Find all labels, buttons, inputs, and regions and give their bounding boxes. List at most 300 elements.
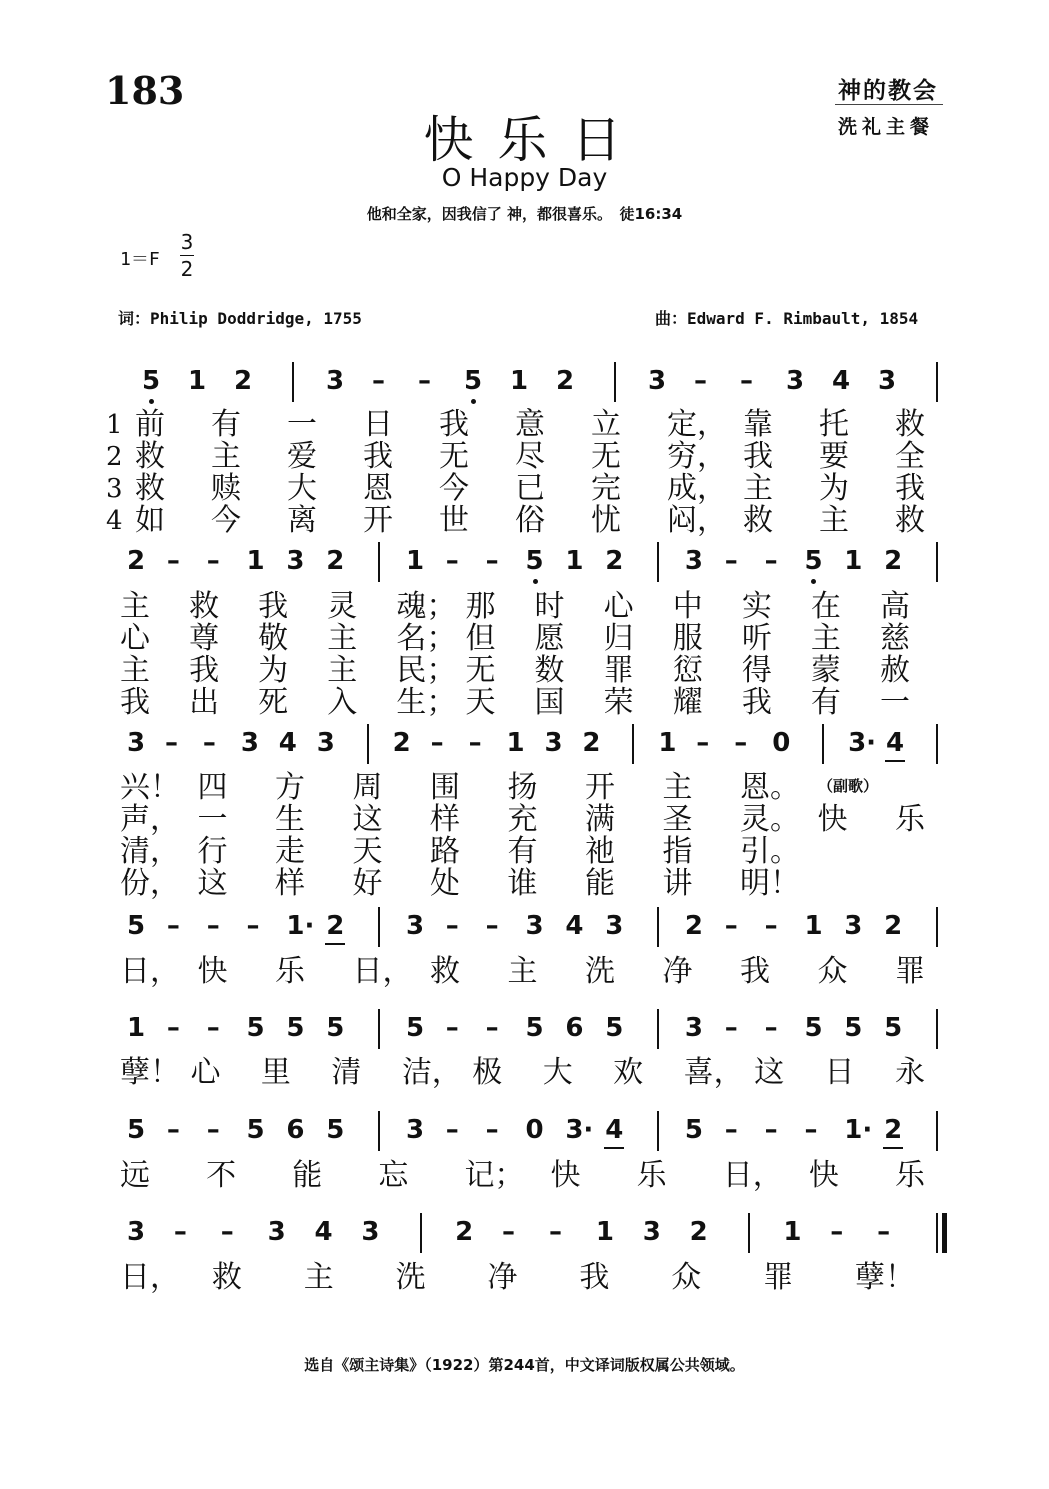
lyric-syllable: 日， <box>120 1260 180 1295</box>
lyric-syllable: 净 <box>487 1260 518 1295</box>
lyric-syllable: 里 <box>260 1055 291 1090</box>
note: 4 <box>565 911 584 941</box>
barline <box>936 542 938 582</box>
lyric-syllable: 完 <box>591 471 621 506</box>
time-signature-top: 3 <box>180 230 194 254</box>
lyric-syllable: 行 <box>197 834 228 869</box>
note: 3 <box>267 1217 286 1247</box>
lyric-syllable: 极 <box>472 1055 503 1090</box>
lyric-syllable: 灵 <box>327 589 358 624</box>
lyric-syllable: 围 <box>430 770 460 805</box>
note: 3 <box>405 1115 425 1145</box>
lyric-syllable: 心 <box>190 1055 221 1090</box>
note: 5 <box>326 1013 345 1043</box>
lyric-syllable: 日 <box>363 407 393 442</box>
note: 5 <box>804 1013 823 1043</box>
dash-note: – <box>166 1115 180 1145</box>
note: 4 <box>605 1115 624 1145</box>
time-signature-bottom: 2 <box>180 257 194 281</box>
barline <box>822 724 824 764</box>
lyric-syllable: 离 <box>287 503 317 538</box>
barline <box>936 362 938 402</box>
lyric-syllable: 赦 <box>880 653 910 688</box>
lyric-syllable: 托 <box>819 407 849 442</box>
note: 5 <box>804 546 823 576</box>
lyric-syllable: 为 <box>819 471 849 506</box>
lyric-syllable: 我 <box>740 954 770 989</box>
lyric-syllable: 我 <box>895 471 925 506</box>
dash-note: – <box>173 1217 187 1247</box>
lyric-syllable: 清， <box>120 834 180 869</box>
lyric-syllable: 恩。 <box>740 770 800 805</box>
note: 4 <box>832 366 851 396</box>
lyric-syllable: 大 <box>287 471 317 506</box>
lyric-syllable: 但 <box>465 621 496 656</box>
note: 1 <box>783 1217 802 1247</box>
eighth-underline <box>604 1147 624 1149</box>
barline <box>378 1111 380 1151</box>
dash-note: – <box>166 546 180 576</box>
note: 1 <box>844 546 863 576</box>
barline <box>936 1111 938 1151</box>
lyric-syllable: 能 <box>585 866 615 901</box>
barline <box>632 724 634 764</box>
note: 5 <box>684 1115 703 1145</box>
note: 3 <box>684 546 703 576</box>
barline <box>378 542 380 582</box>
lyric-syllable: 闷， <box>667 503 727 538</box>
lyric-syllable: 清 <box>331 1055 362 1090</box>
lyric-syllable: 死 <box>258 685 289 720</box>
note: 3 <box>361 1217 380 1247</box>
lyric-syllable: 爱 <box>287 439 317 474</box>
dash-note: – <box>418 366 431 396</box>
note: 2 <box>884 911 903 941</box>
lyric-syllable: 入 <box>327 685 358 720</box>
lyric-syllable: 尽 <box>515 439 545 474</box>
lyric-syllable: 那 <box>465 589 496 624</box>
barline <box>367 724 369 764</box>
lyric-syllable: 救 <box>189 589 220 624</box>
dash-note: – <box>734 728 748 758</box>
lyric-syllable: 恩 <box>363 471 393 506</box>
note: 3 <box>786 366 805 396</box>
dash-note: – <box>468 728 482 758</box>
dash-note: – <box>445 546 459 576</box>
lyric-syllable: 穷， <box>667 439 727 474</box>
lyric-syllable: 明！ <box>740 866 800 901</box>
lyric-syllable: 好 <box>352 866 383 901</box>
lyric-syllable: 主 <box>819 503 849 538</box>
hymn-number: 183 <box>105 68 185 113</box>
lyric-syllable: 赎 <box>211 471 241 506</box>
note: 3 <box>605 911 624 941</box>
note: 4 <box>886 728 905 758</box>
lyric-syllable: 主 <box>303 1260 334 1295</box>
lyric-syllable: 这 <box>352 802 383 837</box>
dash-note: – <box>548 1217 562 1247</box>
lyric-syllable: 洗 <box>395 1260 426 1295</box>
lyric-syllable: 忘 <box>378 1158 409 1193</box>
lyric-syllable: 民； <box>396 653 457 688</box>
barline <box>936 907 938 947</box>
dash-note: – <box>202 728 216 758</box>
lyric-syllable: 我 <box>743 439 773 474</box>
lyric-syllable: 样 <box>275 866 305 901</box>
dash-note: – <box>206 1013 220 1043</box>
lyric-syllable: 耀 <box>672 685 703 720</box>
lyric-syllable: 全 <box>895 439 925 474</box>
lyric-syllable: 罪 <box>603 653 634 688</box>
note: 1 <box>188 366 207 396</box>
lyric-syllable: 主 <box>120 589 150 624</box>
lyric-syllable: 走 <box>275 834 305 869</box>
dash-note: – <box>724 1013 738 1043</box>
eighth-underline <box>883 1147 903 1149</box>
lyric-syllable: 意 <box>515 407 545 442</box>
dash-note: – <box>724 546 738 576</box>
lyric-syllable: 前 <box>135 407 165 442</box>
lyric-syllable: 主 <box>507 954 538 989</box>
hymn-title: 快乐日 <box>423 111 646 169</box>
lyric-syllable: 我 <box>189 653 220 688</box>
lyric-syllable: 满 <box>585 802 615 837</box>
barline <box>657 1111 659 1151</box>
note: 1 <box>506 728 525 758</box>
note: 3 <box>127 1217 146 1247</box>
note: 3 <box>316 728 335 758</box>
note: 3 <box>240 728 259 758</box>
dash-note: – <box>206 911 220 941</box>
note: 1 <box>565 546 584 576</box>
lyric-syllable: 救 <box>743 503 773 538</box>
dash-note: – <box>485 911 499 941</box>
lyric-syllable: 方 <box>275 770 305 805</box>
note: 3 <box>405 911 425 941</box>
lyric-syllable: 有 <box>810 685 841 720</box>
note: 2 <box>684 911 703 941</box>
lyric-syllable: 成， <box>667 471 727 506</box>
time-signature-line <box>180 255 194 256</box>
dash-note: – <box>485 1013 499 1043</box>
note: 1 <box>246 546 265 576</box>
dash-note: – <box>764 546 778 576</box>
chorus-label: （副歌） <box>818 777 879 795</box>
lyric-syllable: 讲 <box>662 866 693 901</box>
lyric-syllable: 得 <box>741 653 772 688</box>
lyric-syllable: 世 <box>439 503 469 538</box>
lyric-syllable: 孽！ <box>120 1055 180 1090</box>
lyric-syllable: 今 <box>211 503 241 538</box>
dash-note: – <box>246 911 260 941</box>
hymn-category: 洗礼主餐 <box>838 116 935 138</box>
lyric-syllable: 喜， <box>683 1055 744 1090</box>
lyric-syllable: 我 <box>363 439 393 474</box>
lower-octave-dot <box>149 399 154 404</box>
source-footer: 选自《颂主诗集》（1922）第244首，中文译词版权属公共领域。 <box>304 1356 745 1374</box>
note: 5 <box>127 911 146 941</box>
verse-number: 1 <box>106 410 123 440</box>
lyric-syllable: 服 <box>672 621 703 656</box>
verse-number: 3 <box>106 474 123 504</box>
lyric-syllable: 慈 <box>880 621 910 656</box>
note: 2 <box>556 366 575 396</box>
lyric-syllable: 祂 <box>585 834 615 869</box>
lower-octave-dot <box>533 579 538 584</box>
note: 3 <box>544 728 563 758</box>
lyric-syllable: 日， <box>352 954 413 989</box>
lyric-syllable: 出 <box>189 685 220 720</box>
final-barline <box>936 1213 938 1253</box>
lyric-syllable: 荣 <box>603 685 634 720</box>
lyric-syllable: 要 <box>819 439 849 474</box>
note: 5 <box>884 1013 903 1043</box>
lyric-syllable: 谁 <box>507 866 538 901</box>
barline <box>936 724 938 764</box>
lyric-syllable: 一 <box>197 802 228 837</box>
dash-note: – <box>724 1115 738 1145</box>
lyric-syllable: 如 <box>135 503 165 538</box>
lyric-syllable: 无 <box>465 653 496 688</box>
lyric-syllable: 我 <box>439 407 469 442</box>
lyric-syllable: 一 <box>287 407 317 442</box>
dash-note: – <box>830 1217 844 1247</box>
barline <box>936 1009 938 1049</box>
lyric-syllable: 生 <box>275 802 305 837</box>
lyric-syllable: 快 <box>197 954 228 989</box>
note: 5 <box>286 1013 305 1043</box>
barline <box>657 1009 659 1049</box>
lyric-syllable: 我 <box>258 589 289 624</box>
note: 2 <box>689 1217 708 1247</box>
note: 1 <box>595 1217 614 1247</box>
lyric-syllable: 洁， <box>401 1055 462 1090</box>
lyric-syllable: 俗 <box>515 503 545 538</box>
lyric-syllable: 忧 <box>591 503 621 538</box>
dash-note: – <box>445 1115 459 1145</box>
note: 5 <box>405 1013 425 1043</box>
note: 3· <box>848 728 877 758</box>
lyric-syllable: 天 <box>465 685 496 720</box>
note: 5 <box>464 366 483 396</box>
lyric-syllable: 圣 <box>662 802 693 837</box>
lyricist-credit: 词：Philip Doddridge, 1755 <box>118 309 362 328</box>
dash-note: – <box>166 1013 180 1043</box>
note: 5 <box>127 1115 146 1145</box>
note: 2 <box>392 728 411 758</box>
lyric-syllable: 充 <box>507 802 538 837</box>
lyric-syllable: 乐 <box>895 802 925 837</box>
lyric-syllable: 这 <box>754 1055 785 1090</box>
eighth-underline <box>325 943 345 945</box>
barline <box>420 1213 422 1253</box>
dash-note: – <box>206 1115 220 1145</box>
dash-note: – <box>764 1013 778 1043</box>
note: 2 <box>234 366 253 396</box>
lyric-syllable: 愿 <box>534 621 565 656</box>
note: 5 <box>844 1013 863 1043</box>
dash-note: – <box>220 1217 234 1247</box>
lyric-syllable: 中 <box>672 589 703 624</box>
lyric-syllable: 大 <box>542 1055 573 1090</box>
dash-note: – <box>166 911 180 941</box>
lyric-syllable: 在 <box>810 589 841 624</box>
hymn-subtitle: O Happy Day <box>441 163 608 192</box>
note: 1 <box>804 911 823 941</box>
dash-note: – <box>164 728 178 758</box>
dash-note: – <box>724 911 738 941</box>
verse-number: 4 <box>106 506 123 536</box>
lyric-syllable: 快 <box>550 1158 581 1193</box>
lyric-syllable: 处 <box>430 866 460 901</box>
lyric-syllable: 开 <box>585 770 615 805</box>
note: 2 <box>884 546 903 576</box>
lyric-syllable: 扬 <box>507 770 538 805</box>
eighth-underline <box>885 760 905 762</box>
lyric-syllable: 立 <box>591 407 621 442</box>
note: 2 <box>605 546 624 576</box>
lyric-syllable: 听 <box>741 621 772 656</box>
note: 5 <box>525 1013 544 1043</box>
scripture-verse: 他和全家，因我信了 神，都很喜乐。 徒16:34 <box>366 205 683 223</box>
note: 3 <box>127 728 146 758</box>
dash-note: – <box>372 366 385 396</box>
lyric-syllable: 乐 <box>895 1158 925 1193</box>
lyric-syllable: 能 <box>292 1158 323 1193</box>
dash-note: – <box>502 1217 516 1247</box>
note: 1 <box>405 546 425 576</box>
lyric-syllable: 不 <box>206 1158 237 1193</box>
lyric-syllable: 主 <box>327 621 358 656</box>
note: 2 <box>884 1115 903 1145</box>
note: 3 <box>648 366 667 396</box>
lyric-syllable: 路 <box>430 834 460 869</box>
lyric-syllable: 周 <box>352 770 383 805</box>
barline <box>657 542 659 582</box>
lyric-syllable: 快 <box>817 802 848 837</box>
note: 1 <box>510 366 529 396</box>
lyric-syllable: 愆 <box>672 653 703 688</box>
lyric-syllable: 无 <box>439 439 469 474</box>
note: 5 <box>525 546 544 576</box>
barline <box>657 907 659 947</box>
note: 3 <box>286 546 305 576</box>
dash-note: – <box>485 546 499 576</box>
lyric-syllable: 数 <box>534 653 565 688</box>
lyric-syllable: 四 <box>197 770 228 805</box>
note: 2 <box>582 728 601 758</box>
dash-note: – <box>877 1217 891 1247</box>
lyric-syllable: 救 <box>895 503 925 538</box>
lyric-syllable: 我 <box>579 1260 610 1295</box>
note: 3· <box>565 1115 594 1145</box>
note: 5 <box>605 1013 624 1043</box>
lyric-syllable: 实 <box>741 589 772 624</box>
barline <box>378 907 380 947</box>
lyric-syllable: 有 <box>507 834 538 869</box>
lyric-syllable: 有 <box>211 407 241 442</box>
lyric-syllable: 救 <box>135 471 165 506</box>
lyric-syllable: 日， <box>120 954 180 989</box>
lyric-syllable: 声， <box>120 802 180 837</box>
dash-note: – <box>764 1115 778 1145</box>
dash-note: – <box>445 1013 459 1043</box>
lyric-syllable: 灵。 <box>740 802 800 837</box>
note: 3 <box>642 1217 661 1247</box>
dash-note: – <box>445 911 459 941</box>
lyric-syllable: 靠 <box>743 407 773 442</box>
dash-note: – <box>804 1115 818 1145</box>
lyric-syllable: 引。 <box>740 834 800 869</box>
barline <box>292 362 294 402</box>
church-name: 神的教会 <box>838 78 938 104</box>
lyric-syllable: 主 <box>743 471 773 506</box>
lyric-syllable: 时 <box>534 589 565 624</box>
note: 4 <box>278 728 297 758</box>
note: 1· <box>844 1115 873 1145</box>
lyric-syllable: 日 <box>824 1055 855 1090</box>
lyric-syllable: 快 <box>808 1158 839 1193</box>
time-signature <box>180 232 194 279</box>
lyric-syllable: 归 <box>603 621 634 656</box>
lyric-syllable: 天 <box>352 834 383 869</box>
note: 1· <box>286 911 315 941</box>
lyric-syllable: 为 <box>258 653 289 688</box>
lyric-syllable: 众 <box>817 954 848 989</box>
lyric-syllable: 定， <box>667 407 727 442</box>
dash-note: – <box>764 911 778 941</box>
lyric-syllable: 远 <box>120 1158 150 1193</box>
lyric-syllable: 救 <box>430 954 460 989</box>
barline <box>748 1213 750 1253</box>
note: 6 <box>286 1115 305 1145</box>
lyric-syllable: 记； <box>464 1158 525 1193</box>
lyric-syllable: 样 <box>430 802 460 837</box>
lyric-syllable: 我 <box>741 685 772 720</box>
note: 3 <box>844 911 863 941</box>
composer-credit: 曲：Edward F. Rimbault, 1854 <box>655 309 919 328</box>
lyric-syllable: 罪 <box>763 1260 794 1295</box>
lyric-syllable: 兴！ <box>120 770 180 805</box>
lyric-syllable: 开 <box>363 503 393 538</box>
verse-number: 2 <box>106 442 123 472</box>
lyric-syllable: 份， <box>120 866 180 901</box>
lyric-syllable: 尊 <box>189 621 220 656</box>
lower-octave-dot <box>471 399 476 404</box>
final-barline-heavy <box>942 1213 947 1253</box>
note: 2 <box>326 911 345 941</box>
note: 3 <box>684 1013 703 1043</box>
lower-octave-dot <box>811 579 816 584</box>
lyric-syllable: 洗 <box>585 954 615 989</box>
lyric-syllable: 我 <box>120 685 150 720</box>
lyric-syllable: 一 <box>880 685 910 720</box>
dash-note: – <box>430 728 444 758</box>
lyric-syllable: 今 <box>439 471 469 506</box>
dash-note: – <box>696 728 710 758</box>
lyric-syllable: 净 <box>662 954 693 989</box>
lyric-syllable: 心 <box>120 621 150 656</box>
lyric-syllable: 魂； <box>396 589 457 624</box>
lyric-syllable: 罪 <box>895 954 925 989</box>
lyric-syllable: 生； <box>396 685 457 720</box>
note: 2 <box>455 1217 474 1247</box>
lyric-syllable: 主 <box>810 621 841 656</box>
note: 0 <box>772 728 791 758</box>
note: 3 <box>525 911 544 941</box>
dash-note: – <box>694 366 707 396</box>
note: 5 <box>246 1013 265 1043</box>
